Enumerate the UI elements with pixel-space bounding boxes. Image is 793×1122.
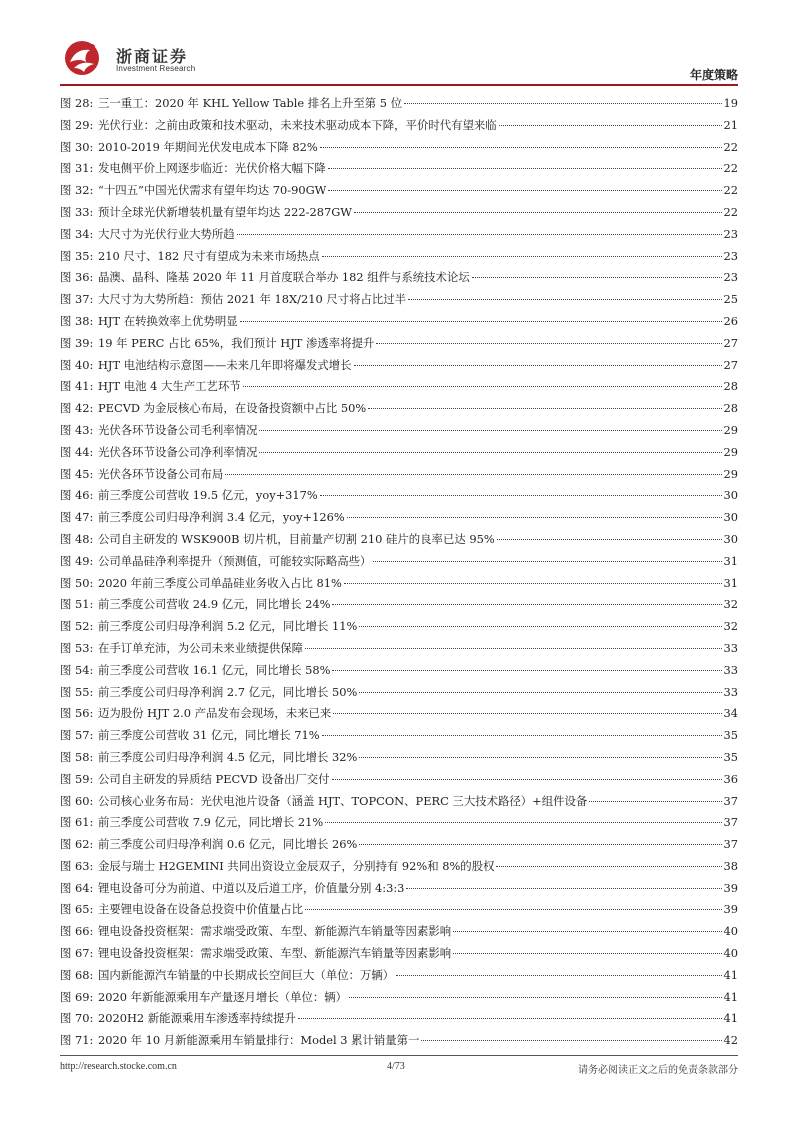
toc-figure-title: 2020 年前三季度公司单晶硅业务收入占比 81% xyxy=(98,575,342,590)
toc-leader-dots xyxy=(396,975,721,976)
toc-figure-label: 图 62: xyxy=(60,837,94,852)
toc-figure-label: 图 48: xyxy=(60,531,94,546)
toc-page-number: 33 xyxy=(723,640,738,655)
report-type: 年度策略 xyxy=(689,68,738,82)
toc-entry[interactable] xyxy=(60,313,738,335)
toc-page-number: 37 xyxy=(723,793,738,808)
toc-leader-dots xyxy=(225,474,721,475)
toc-leader-dots xyxy=(332,604,721,605)
toc-entry[interactable] xyxy=(60,836,738,858)
toc-figure-label: 图 31: xyxy=(60,161,94,176)
toc-entry[interactable] xyxy=(60,117,738,139)
toc-leader-dots xyxy=(404,103,721,104)
toc-page-number: 22 xyxy=(723,204,738,219)
toc-entry[interactable] xyxy=(60,814,738,836)
toc-entry[interactable] xyxy=(60,684,738,706)
toc-leader-dots xyxy=(406,888,721,889)
toc-figure-label: 图 43: xyxy=(60,422,94,437)
toc-figure-label: 图 63: xyxy=(60,858,94,873)
toc-figure-title: 19 年 PERC 占比 65%，我们预计 HJT 渗透率将提升 xyxy=(98,335,375,350)
toc-figure-title: 前三季度公司营收 16.1 亿元，同比增长 58% xyxy=(98,662,331,677)
toc-leader-dots xyxy=(243,386,722,387)
toc-figure-label: 图 51: xyxy=(60,597,94,612)
toc-figure-title: HJT 电池 4 大生产工艺环节 xyxy=(98,379,241,394)
toc-figure-label: 图 70: xyxy=(60,1011,94,1026)
toc-page-number: 21 xyxy=(723,117,738,132)
toc-page-number: 35 xyxy=(723,749,738,764)
toc-page-number: 34 xyxy=(723,706,738,721)
toc-page-number: 26 xyxy=(723,313,738,328)
toc-page-number: 33 xyxy=(723,684,738,699)
toc-page-number: 27 xyxy=(723,357,738,372)
figure-list xyxy=(60,95,738,1054)
toc-figure-label: 图 45: xyxy=(60,466,94,481)
toc-figure-label: 图 57: xyxy=(60,728,94,743)
toc-page-number: 25 xyxy=(723,292,738,307)
toc-entry[interactable] xyxy=(60,182,738,204)
brand-name: 浙商证券 xyxy=(116,47,189,66)
toc-figure-title: 大尺寸为光伏行业大势所趋 xyxy=(98,226,235,241)
toc-figure-label: 图 46: xyxy=(60,488,94,503)
toc-figure-label: 图 28: xyxy=(60,96,94,110)
footer-divider xyxy=(60,1055,738,1056)
toc-figure-label: 图 52: xyxy=(60,619,94,634)
toc-figure-title: 前三季度公司营收 7.9 亿元，同比增长 21% xyxy=(98,815,324,830)
toc-figure-label: 图 53: xyxy=(60,640,94,655)
toc-figure-title: 国内新能源汽车销量的中长期成长空间巨大（单位：万辆） xyxy=(98,967,395,982)
toc-entry[interactable] xyxy=(60,553,738,575)
toc-page-number: 22 xyxy=(723,183,738,198)
toc-figure-label: 图 40: xyxy=(60,357,94,372)
toc-figure-title: 前三季度公司营收 19.5 亿元，yoy+317% xyxy=(98,488,318,503)
toc-entry[interactable] xyxy=(60,1032,738,1054)
toc-figure-title: 前三季度公司归母净利润 2.7 亿元，同比增长 50% xyxy=(98,684,358,699)
toc-figure-title: 三一重工：2020 年 KHL Yellow Table 排名上升至第 5 位 xyxy=(98,96,403,110)
toc-entry[interactable] xyxy=(60,749,738,771)
footer-url[interactable]: http://research.stocke.com.cn xyxy=(60,1061,177,1072)
toc-page-number: 28 xyxy=(723,379,738,394)
toc-entry[interactable] xyxy=(60,967,738,989)
toc-entry[interactable] xyxy=(60,160,738,182)
toc-entry[interactable] xyxy=(60,923,738,945)
toc-figure-label: 图 34: xyxy=(60,226,94,241)
toc-entry[interactable] xyxy=(60,422,738,444)
toc-figure-label: 图 42: xyxy=(60,401,94,416)
page-header xyxy=(60,38,738,82)
toc-leader-dots xyxy=(589,801,721,802)
toc-page-number: 32 xyxy=(723,619,738,634)
toc-leader-dots xyxy=(328,190,721,191)
toc-figure-label: 图 36: xyxy=(60,270,94,285)
toc-page-number: 23 xyxy=(723,270,738,285)
toc-figure-label: 图 54: xyxy=(60,662,94,677)
zheshang-logo-icon xyxy=(60,38,108,78)
toc-entry[interactable] xyxy=(60,575,738,597)
toc-figure-label: 图 47: xyxy=(60,510,94,525)
toc-entry[interactable] xyxy=(60,444,738,466)
toc-page-number: 35 xyxy=(723,728,738,743)
toc-page-number: 23 xyxy=(723,248,738,263)
toc-figure-label: 图 58: xyxy=(60,749,94,764)
toc-entry[interactable] xyxy=(60,357,738,379)
toc-leader-dots xyxy=(373,561,721,562)
toc-leader-dots xyxy=(354,212,721,213)
toc-entry[interactable] xyxy=(60,858,738,880)
toc-figure-title: 2010-2019 年期间光伏发电成本下降 82% xyxy=(98,139,318,154)
toc-figure-label: 图 41: xyxy=(60,379,94,394)
toc-leader-dots xyxy=(359,692,721,693)
toc-page-number: 41 xyxy=(723,967,738,982)
page-number: 4/73 xyxy=(387,1061,405,1072)
toc-figure-label: 图 32: xyxy=(60,183,94,198)
toc-entry[interactable] xyxy=(60,269,738,291)
toc-entry[interactable] xyxy=(60,640,738,662)
toc-figure-label: 图 64: xyxy=(60,880,94,895)
toc-figure-title: 大尺寸为大势所趋：预估 2021 年 18X/210 尺寸将占比过半 xyxy=(98,292,407,307)
toc-leader-dots xyxy=(359,844,721,845)
toc-entry[interactable] xyxy=(60,378,738,400)
disclaimer-notice: 请务必阅读正文之后的免责条款部分 xyxy=(578,1065,738,1076)
toc-figure-title: 金辰与瑞士 H2GEMINI 共同出资设立金辰双子，分别持有 92%和 8%的股权 xyxy=(98,858,495,873)
toc-page-number: 40 xyxy=(723,946,738,961)
toc-entry[interactable] xyxy=(60,901,738,923)
toc-figure-label: 图 37: xyxy=(60,292,94,307)
toc-page-number: 30 xyxy=(723,531,738,546)
toc-page-number: 32 xyxy=(723,597,738,612)
toc-figure-title: 2020 年 10 月新能源乘用车销量排行：Model 3 累计销量第一 xyxy=(98,1033,420,1048)
toc-page-number: 40 xyxy=(723,924,738,939)
toc-figure-label: 图 35: xyxy=(60,248,94,263)
toc-entry[interactable] xyxy=(60,139,738,161)
toc-figure-label: 图 39: xyxy=(60,335,94,350)
toc-entry[interactable] xyxy=(60,989,738,1011)
toc-figure-label: 图 60: xyxy=(60,793,94,808)
toc-figure-title: 锂电设备投资框架：需求端受政策、车型、新能源汽车销量等因素影响 xyxy=(98,946,452,961)
toc-leader-dots xyxy=(322,256,722,257)
toc-figure-title: 前三季度公司归母净利润 4.5 亿元，同比增长 32% xyxy=(98,749,358,764)
toc-entry[interactable] xyxy=(60,248,738,270)
toc-leader-dots xyxy=(499,125,722,126)
toc-figure-label: 图 29: xyxy=(60,117,94,132)
toc-figure-title: 光伏各环节设备公司净利率情况 xyxy=(98,444,258,459)
toc-leader-dots xyxy=(349,997,721,998)
toc-entry[interactable] xyxy=(60,596,738,618)
toc-figure-label: 图 56: xyxy=(60,706,94,721)
toc-leader-dots xyxy=(376,343,721,344)
toc-leader-dots xyxy=(320,495,722,496)
toc-leader-dots xyxy=(344,583,722,584)
toc-page-number: 31 xyxy=(723,553,738,568)
toc-leader-dots xyxy=(332,779,722,780)
toc-entry[interactable] xyxy=(60,487,738,509)
toc-page-number: 23 xyxy=(723,226,738,241)
toc-figure-title: HJT 在转换效率上优势明显 xyxy=(98,313,238,328)
toc-figure-title: “十四五”中国光伏需求有望年均达 70-90GW xyxy=(98,183,327,198)
toc-figure-title: 光伏行业：之前由政策和技术驱动，未来技术驱动成本下降，平价时代有望来临 xyxy=(98,117,497,132)
toc-figure-label: 图 67: xyxy=(60,946,94,961)
toc-page-number: 36 xyxy=(723,771,738,786)
toc-leader-dots xyxy=(496,866,721,867)
toc-leader-dots xyxy=(453,953,721,954)
toc-page-number: 38 xyxy=(723,858,738,873)
toc-page-number: 22 xyxy=(723,161,738,176)
toc-figure-label: 图 49: xyxy=(60,553,94,568)
toc-entry[interactable] xyxy=(60,204,738,226)
toc-figure-title: 前三季度公司归母净利润 5.2 亿元，同比增长 11% xyxy=(98,619,358,634)
toc-leader-dots xyxy=(305,909,721,910)
toc-leader-dots xyxy=(408,299,721,300)
toc-figure-title: 在手订单充沛，为公司未来业绩提供保障 xyxy=(98,640,304,655)
toc-page-number: 39 xyxy=(723,902,738,917)
toc-page-number: 29 xyxy=(723,466,738,481)
toc-figure-title: PECVD 为金辰核心布局，在设备投资额中占比 50% xyxy=(98,401,367,416)
toc-figure-label: 图 59: xyxy=(60,771,94,786)
toc-leader-dots xyxy=(320,147,722,148)
toc-entry[interactable] xyxy=(60,771,738,793)
toc-leader-dots xyxy=(333,713,721,714)
toc-figure-title: 公司单晶硅净利率提升（预测值，可能较实际略高些） xyxy=(98,553,372,568)
toc-leader-dots xyxy=(298,1018,722,1019)
toc-page-number: 28 xyxy=(723,401,738,416)
toc-entry[interactable] xyxy=(60,727,738,749)
toc-leader-dots xyxy=(421,1040,721,1041)
toc-entry[interactable] xyxy=(60,335,738,357)
toc-entry[interactable] xyxy=(60,662,738,684)
toc-leader-dots xyxy=(347,517,722,518)
toc-figure-label: 图 33: xyxy=(60,204,94,219)
header-divider xyxy=(60,84,738,86)
toc-page-number: 33 xyxy=(723,662,738,677)
toc-figure-title: 2020 年新能源乘用车产量逐月增长（单位：辆） xyxy=(98,989,348,1004)
toc-figure-title: 前三季度公司营收 31 亿元，同比增长 71% xyxy=(98,728,320,743)
toc-figure-title: 锂电设备可分为前道、中道以及后道工序，价值量分别 4:3:3 xyxy=(98,880,405,895)
toc-figure-label: 图 68: xyxy=(60,967,94,982)
toc-leader-dots xyxy=(259,452,721,453)
toc-figure-title: 2020H2 新能源乘用车渗透率持续提升 xyxy=(98,1011,296,1026)
toc-leader-dots xyxy=(354,365,722,366)
toc-figure-label: 图 44: xyxy=(60,444,94,459)
toc-entry[interactable] xyxy=(60,531,738,553)
toc-figure-label: 图 66: xyxy=(60,924,94,939)
toc-leader-dots xyxy=(472,277,722,278)
toc-page-number: 37 xyxy=(723,815,738,830)
toc-leader-dots xyxy=(453,931,721,932)
toc-leader-dots xyxy=(240,321,722,322)
toc-page-number: 37 xyxy=(723,837,738,852)
toc-entry[interactable] xyxy=(60,705,738,727)
toc-entry[interactable] xyxy=(60,466,738,488)
toc-figure-title: 光伏各环节设备公司毛利率情况 xyxy=(98,422,258,437)
toc-page-number: 39 xyxy=(723,880,738,895)
toc-leader-dots xyxy=(332,670,721,671)
toc-figure-label: 图 65: xyxy=(60,902,94,917)
toc-entry[interactable] xyxy=(60,880,738,902)
toc-entry[interactable] xyxy=(60,400,738,422)
toc-leader-dots xyxy=(259,430,721,431)
toc-entry[interactable] xyxy=(60,793,738,815)
toc-figure-title: 光伏各环节设备公司布局 xyxy=(98,466,224,481)
brand-subtitle: Investment Research xyxy=(116,64,196,73)
toc-figure-title: 前三季度公司营收 24.9 亿元，同比增长 24% xyxy=(98,597,331,612)
toc-page-number: 29 xyxy=(723,422,738,437)
toc-entry[interactable] xyxy=(60,226,738,248)
toc-figure-title: 公司自主研发的 WSK900B 切片机，目前量产切割 210 硅片的良率已达 95% xyxy=(98,531,495,546)
toc-figure-label: 图 38: xyxy=(60,313,94,328)
toc-figure-title: 预计全球光伏新增装机量有望年均达 222-287GW xyxy=(98,204,353,219)
toc-page-number: 19 xyxy=(723,96,738,110)
toc-page-number: 30 xyxy=(723,510,738,525)
toc-figure-label: 图 61: xyxy=(60,815,94,830)
toc-entry[interactable] xyxy=(60,1010,738,1032)
toc-leader-dots xyxy=(328,168,722,169)
toc-page-number: 42 xyxy=(723,1033,738,1048)
toc-leader-dots xyxy=(368,408,721,409)
toc-leader-dots xyxy=(359,757,721,758)
toc-leader-dots xyxy=(497,539,722,540)
toc-entry[interactable] xyxy=(60,945,738,967)
toc-figure-title: 前三季度公司归母净利润 3.4 亿元，yoy+126% xyxy=(98,510,345,525)
toc-leader-dots xyxy=(359,626,721,627)
toc-figure-title: 公司核心业务布局：光伏电池片设备（涵盖 HJT、TOPCON、PERC 三大技术路径）+组件设备 xyxy=(98,793,588,808)
toc-leader-dots xyxy=(305,648,721,649)
toc-figure-label: 图 71: xyxy=(60,1033,94,1048)
toc-figure-title: 迈为股份 HJT 2.0 产品发布会现场，未来已来 xyxy=(98,706,332,721)
toc-page-number: 22 xyxy=(723,139,738,154)
toc-figure-label: 图 69: xyxy=(60,989,94,1004)
toc-page-number: 30 xyxy=(723,488,738,503)
toc-figure-label: 图 50: xyxy=(60,575,94,590)
toc-page-number: 31 xyxy=(723,575,738,590)
toc-figure-title: HJT 电池结构示意图——未来几年即将爆发式增长 xyxy=(98,357,352,372)
toc-leader-dots xyxy=(237,234,722,235)
toc-entry[interactable] xyxy=(60,291,738,313)
toc-figure-title: 主要锂电设备在设备总投资中价值量占比 xyxy=(98,902,304,917)
toc-page-number: 41 xyxy=(723,1011,738,1026)
toc-page-number: 27 xyxy=(723,335,738,350)
toc-leader-dots xyxy=(322,735,722,736)
toc-figure-title: 锂电设备投资框架：需求端受政策、车型、新能源汽车销量等因素影响 xyxy=(98,924,452,939)
toc-figure-title: 公司自主研发的异质结 PECVD 设备出厂交付 xyxy=(98,771,330,786)
toc-entry[interactable] xyxy=(60,618,738,640)
toc-figure-title: 210 尺寸、182 尺寸有望成为未来市场热点 xyxy=(98,248,320,263)
toc-entry[interactable] xyxy=(60,95,738,117)
toc-page-number: 29 xyxy=(723,444,738,459)
toc-figure-title: 发电侧平价上网逐步临近：光伏价格大幅下降 xyxy=(98,161,326,176)
toc-figure-label: 图 30: xyxy=(60,139,94,154)
toc-figure-title: 晶澳、晶科、隆基 2020 年 11 月首度联合举办 182 组件与系统技术论坛 xyxy=(98,270,470,285)
toc-figure-label: 图 55: xyxy=(60,684,94,699)
toc-figure-title: 前三季度公司归母净利润 0.6 亿元，同比增长 26% xyxy=(98,837,358,852)
toc-leader-dots xyxy=(325,822,721,823)
toc-page-number: 41 xyxy=(723,989,738,1004)
toc-entry[interactable] xyxy=(60,509,738,531)
